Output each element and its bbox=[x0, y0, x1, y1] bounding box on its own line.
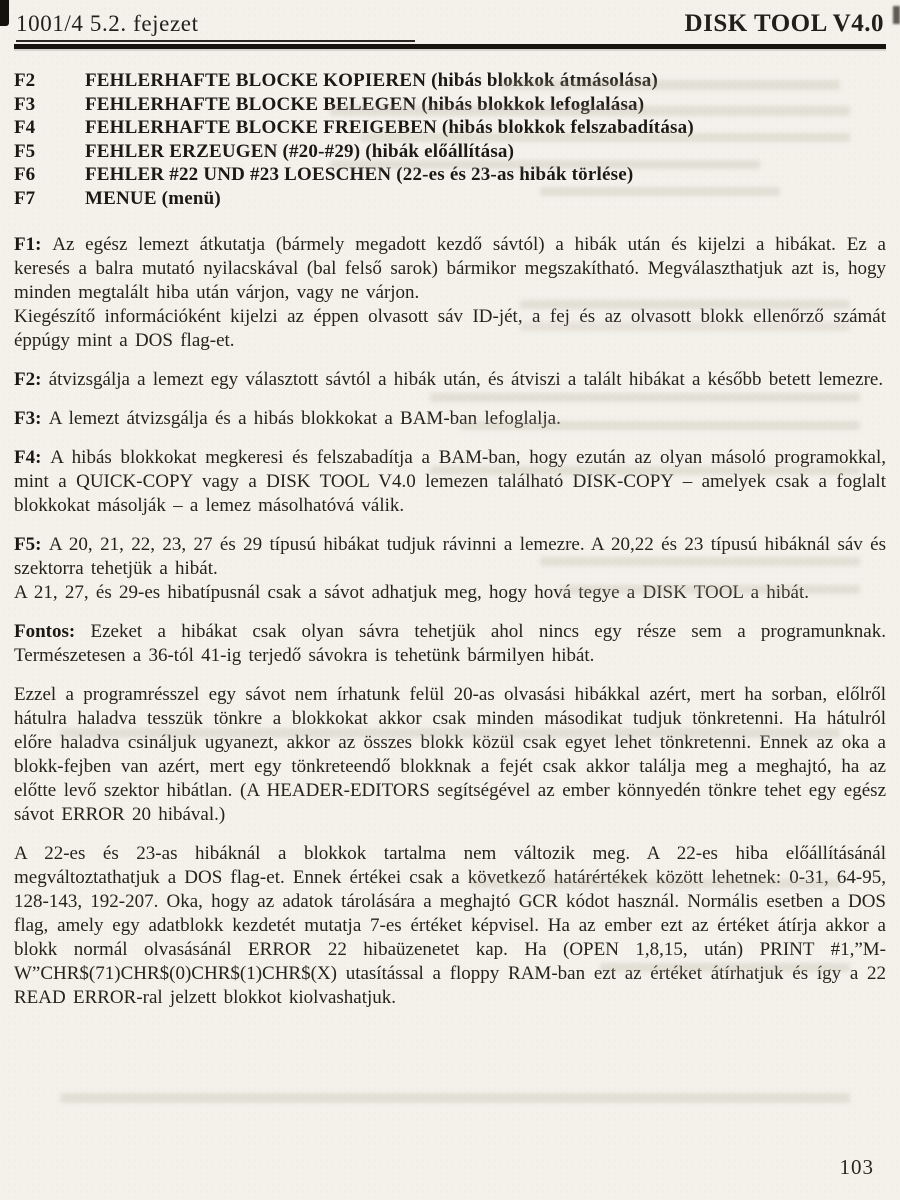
paragraph-text: A 20, 21, 22, 23, 27 és 29 típusú hibákat tudjuk rávinni a lemezre. A 20,22 és 23 típusú hibáknál sáv és szektorra tehetjük a hibát. bbox=[14, 534, 886, 579]
paragraph-text: A 22-es és 23-as hibáknál a blokkok tartalma nem változik meg. A 22-es hiba előállításánál megváltoztathatjuk a DOS flag-et. Ennek értékei csak a következő határértékek között lehetnek: 0-31, 64-95, 128-143, 192-207. Oka, hogy az adatok tárolására a meghajtó GCR kódot használ. Normális esetben a DOS flag, amely egy adatblokk kezdetét mutatja 7-es értéket képvisel. Ha az ember ezt az értéket átírja akkor a blokk normál olvasásánál ERROR 22 hibaüzenetet kap. Ha (OPEN 1,8,15, után) PRINT #1,”M-W”CHR$(71)CHR$(0)CHR$(1)CHR$(X) utasítással a floppy RAM-ban ezt az értéket átírhatjuk és így a 22 READ ERROR-ral jelzett blokkot kiolvashatjuk. bbox=[14, 843, 886, 1008]
paragraph-text: A lemezt átvizsgálja és a hibás blokkokat a BAM-ban lefoglalja. bbox=[48, 408, 561, 429]
bleed-through-artifact bbox=[60, 1093, 850, 1103]
paragraph-f3 bbox=[14, 407, 886, 431]
fkey-label: FEHLER ERZEUGEN (#20-#29) (hibák előállítása) bbox=[85, 140, 515, 162]
scan-edge-artifact bbox=[893, 6, 900, 24]
paragraph-f5 bbox=[14, 533, 886, 581]
paragraph-f4 bbox=[14, 446, 886, 518]
paragraph-fontos bbox=[14, 620, 886, 668]
paragraph-text: Kiegészítő információként kijelzi az éppen olvasott sáv ID-jét, a fej és az olvasott blokk ellenőrző számát éppúgy mint a DOS flag-et. bbox=[14, 306, 886, 351]
paragraph-lead: F5: bbox=[14, 534, 49, 555]
fkey-row-f3 bbox=[14, 93, 886, 117]
fkey-key: F3 bbox=[14, 93, 36, 115]
fkey-key: F7 bbox=[14, 187, 36, 209]
paragraph-f2 bbox=[14, 368, 886, 392]
fkey-label: FEHLER #22 UND #23 LOESCHEN (22-es és 23-as hibák törlése) bbox=[85, 164, 634, 185]
paragraph-text: átvizsgálja a lemezt egy választott sávtól a hibák után, és átviszi a talált hibákat a később betett lemezre. bbox=[48, 369, 884, 390]
fkey-row-f7 bbox=[14, 187, 886, 211]
fkey-label: FEHLERHAFTE BLOCKE KOPIEREN (hibás blokkok átmásolása) bbox=[85, 70, 658, 91]
fkey-row-f6 bbox=[14, 163, 886, 187]
scan-corner-artifact bbox=[0, 0, 9, 26]
paragraph-text: Ezzel a programrésszel egy sávot nem írhatunk felül 20-as olvasási hibákkal azért, mert ha sorban, előlről hátulra haladva tesszük tönkre a blokkokat akkor csak minden másodikat tudjuk tönkretenni. Ha hátulról előre haladva csináljuk ugyanezt, akkor az összes blokk közül csak egyet lehet tönkretenni. Ennek az oka a blokk-fejben van azért, mert egy tönkreteendő blokknak a fejét csak akkor találja meg a meghajtó, ha az előtte levő szektor hibátlan. (A HEADER-EDITORS segítségével az ember könnyedén tönkre tehet egy egész sávot ERROR 20 hibával.) bbox=[14, 684, 886, 825]
paragraph-lead: F1: bbox=[14, 234, 53, 255]
fkey-key: F5 bbox=[14, 140, 36, 162]
paragraph-text: A 21, 27, és 29-es hibatípusnál csak a sávot adhatjuk meg, hogy hová tegye a DISK TOOL a hibát. bbox=[14, 582, 809, 603]
fkey-key: F4 bbox=[14, 117, 36, 138]
paragraph-f5-cont bbox=[14, 581, 886, 605]
fkey-key: F6 bbox=[14, 164, 36, 185]
paragraph-text: Az egész lemezt átkutatja (bármely megadott kezdő sávtól) a hibák után és kijelzi a hibákat. Ez a keresés a balra mutató nyilacskával (bal felső sarok) bármikor megszakítható. Megválaszthatjuk azt is, hogy minden megtalált hiba után várjon, vagy ne várjon. bbox=[14, 234, 886, 303]
header-document-title: DISK TOOL V4.0 bbox=[684, 10, 884, 37]
fkey-row-f2 bbox=[14, 69, 886, 93]
page-number: 103 bbox=[839, 1155, 874, 1179]
fkey-label: FEHLERHAFTE BLOCKE FREIGEBEN (hibás blokkok felszabadítása) bbox=[85, 117, 694, 138]
fkey-label: FEHLERHAFTE BLOCKE BELEGEN (hibás blokkok lefoglalása) bbox=[85, 93, 645, 115]
fkey-row-f5 bbox=[14, 140, 886, 164]
fkey-label: MENUE (menü) bbox=[85, 187, 221, 209]
header-rule bbox=[14, 44, 886, 49]
fkey-list bbox=[14, 69, 886, 210]
fkey-row-f4 bbox=[14, 116, 886, 140]
paragraph-lead: F2: bbox=[14, 369, 49, 390]
header-chapter-label: 1001/4 5.2. fejezet bbox=[16, 11, 415, 42]
paragraph-f1-cont bbox=[14, 305, 886, 353]
paragraph-text: Ezeket a hibákat csak olyan sávra tehetjük ahol nincs egy része sem a programunknak. Természetesen a 36-tól 41-ig terjedő sávokra is tehetünk bármilyen hibát. bbox=[14, 621, 886, 666]
page-header bbox=[14, 10, 886, 42]
body-text bbox=[14, 233, 886, 1010]
paragraph-lead: F4: bbox=[14, 447, 51, 468]
paragraph-lead: F3: bbox=[14, 408, 49, 429]
paragraph-lead: Fontos: bbox=[14, 621, 91, 642]
paragraph-error20 bbox=[14, 683, 886, 827]
paragraph-text: A hibás blokkokat megkeresi és felszabadítja a BAM-ban, hogy ezután az olyan másoló programokkal, mint a QUICK-COPY vagy a DISK TOOL V4.0 lemezen található DISK-COPY – amelyek csak a foglalt blokkokat másolják – a lemez másolhatóvá válik. bbox=[14, 447, 887, 516]
paragraph-error22-23 bbox=[14, 842, 886, 1010]
paragraph-f1 bbox=[14, 233, 886, 305]
fkey-key: F2 bbox=[14, 70, 36, 91]
